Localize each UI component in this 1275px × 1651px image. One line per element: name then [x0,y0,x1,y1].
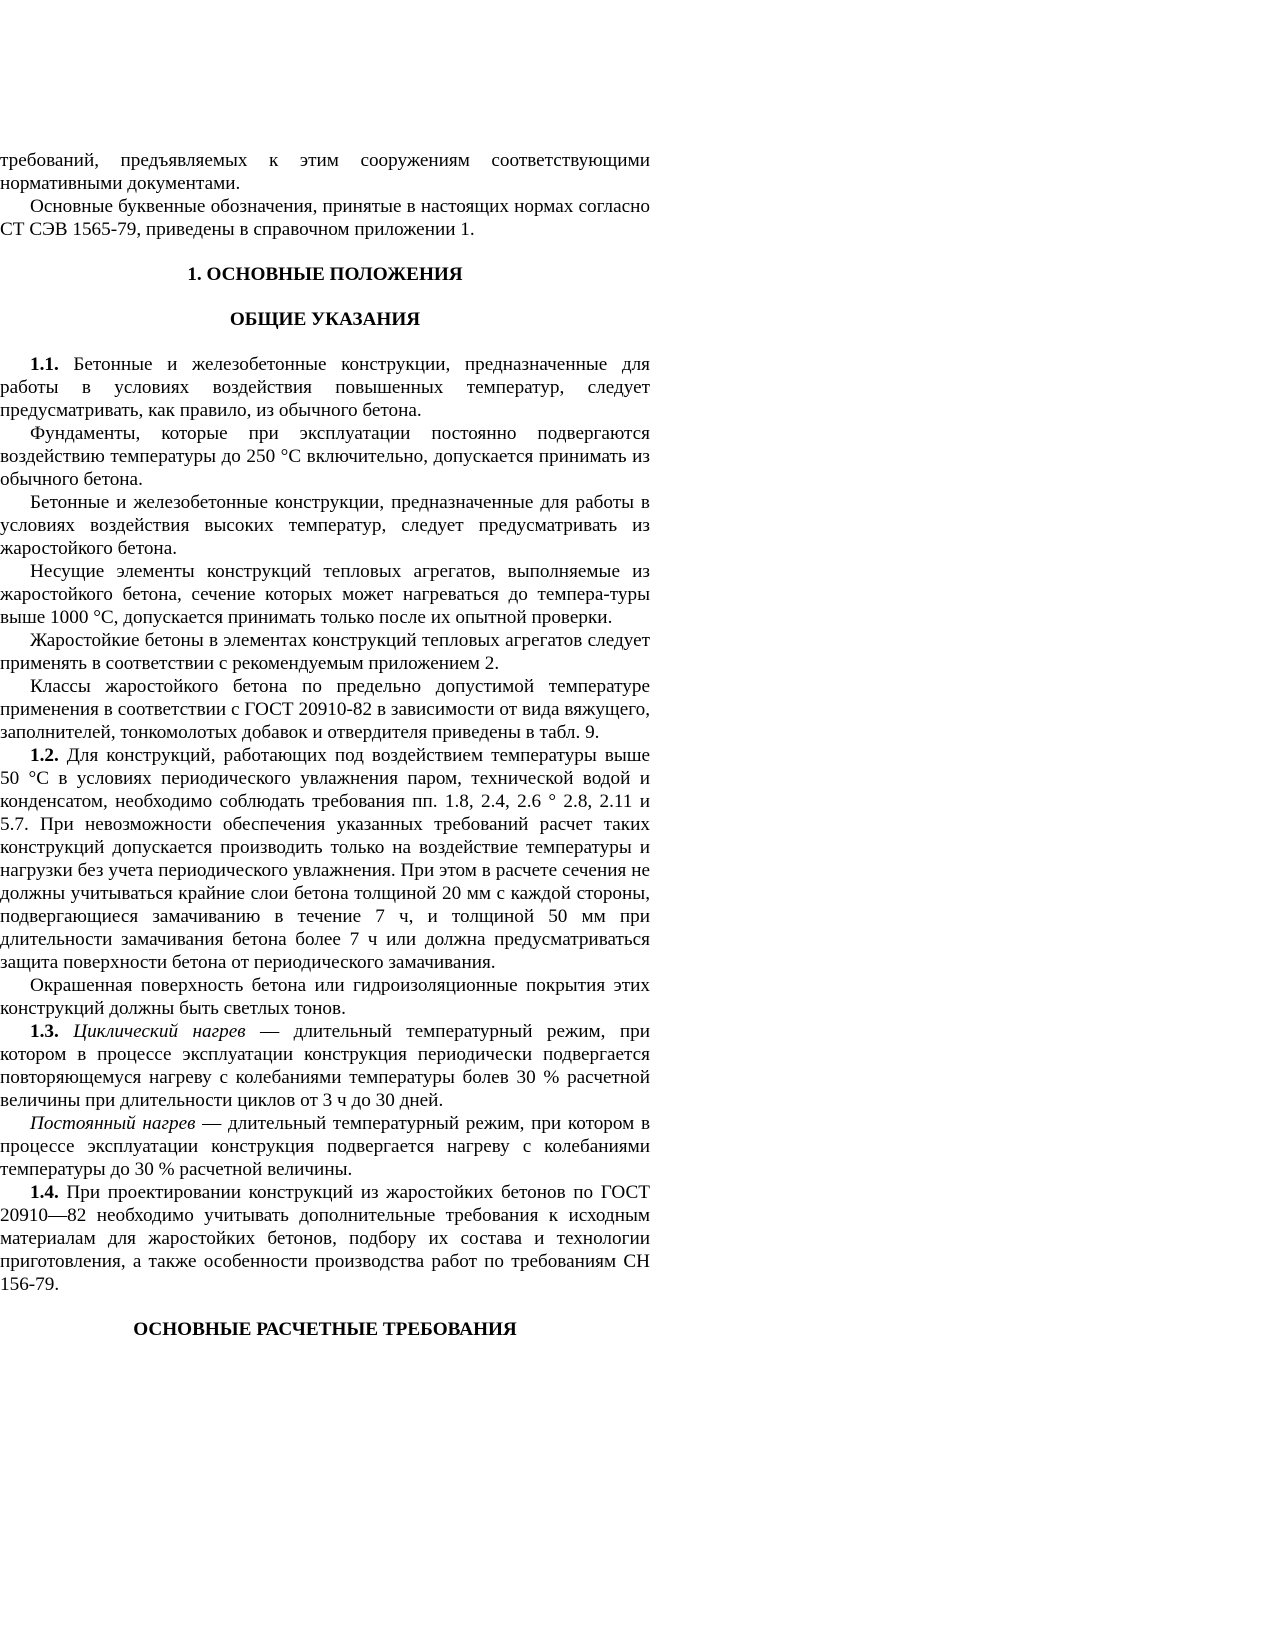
clause-text: Бетонные и железобетонные конструкции, предназначенные для работы в условиях воздействия повышенных температур, следует предусматривать, как правило, из обычного бетона. [0,354,650,421]
term-cyclic-heating: Циклический нагрев [73,1021,246,1042]
calc-requirements-heading: ОСНОВНЫЕ РАСЧЕТНЫЕ ТРЕБОВАНИЯ [133,1319,517,1340]
clause-text: При проектировании конструкций из жаростойких бетонов по ГОСТ 20910—82 необходимо учитывать дополнительные требования к исходным материалам для жаростойких бетонов, подбору их состава и технологии приготовления, а также особенности производства работ по требованиям СН 156-79. [0,1182,650,1295]
clause-1-1-paragraph: Классы жаростойкого бетона по предельно допустимой температуре применения в соответствии с ГОСТ 20910-82 в зависимости от вида вяжущего, заполнителей, тонкомолотых добавок и отвердителя приведены в табл. 9. [0,676,650,743]
clause-1-4 [0,1181,650,1296]
section-heading: 1. ОСНОВНЫЕ ПОЛОЖЕНИЯ [187,264,463,285]
clause-1-3 [0,1020,650,1112]
text-column [0,149,650,1341]
subsection-heading: ОБЩИЕ УКАЗАНИЯ [229,309,421,330]
clause-1-1-paragraph: Жаростойкие бетоны в элементах конструкций тепловых агрегатов следует применять в соответствии с рекомендуемым приложением 2. [0,630,650,674]
clause-1-1-paragraph: Фундаменты, которые при эксплуатации постоянно подвергаются воздействию температуры до 250 °С включительно, допускается принимать из обычного бетона. [0,423,650,490]
clause-text: — длительный температурный режим, при котором в процессе эксплуатации конструкция подвергается нагреву с колебаниями температуры до 30 % расчетной величины. [0,1113,651,1180]
clause-1-2 [0,744,650,974]
clause-1-2-paragraph: Окрашенная поверхность бетона или гидроизоляционные покрытия этих конструкций должны быть светлых тонов. [0,975,650,1019]
clause-number: 1.3. [30,1021,59,1042]
clause-text: — длительный температурный режим, при котором в процессе эксплуатации конструкция периодически подвергается повторяющемуся нагреву с колебаниями температуры болев 30 % расчетной величины при длительности циклов от 3 ч до 30 дней. [0,1021,651,1111]
clause-1-1-paragraph: Бетонные и железобетонные конструкции, предназначенные для работы в условиях воздействия высоких температур, следует предусматривать из жаростойкого бетона. [0,492,650,559]
clause-1-1-paragraph: Несущие элементы конструкций тепловых агрегатов, выполняемые из жаростойкого бетона, сечение которых может нагреваться до темпера-туры выше 1000 °С, допускается принимать только после их опытной проверки. [0,561,650,628]
term-constant-heating: Постоянный нагрев [30,1113,196,1134]
clause-number: 1.2. [30,745,59,766]
clause-number: 1.1. [30,354,59,375]
clause-1-1 [0,353,650,422]
clause-number: 1.4. [30,1182,59,1203]
clause-1-3-paragraph [0,1112,650,1181]
clause-text: Для конструкций, работающих под воздействием температуры выше 50 °С в условиях периодического увлажнения паром, технической водой и конденсатом, необходимо соблюдать требования пп. 1.8, 2.4, 2.6 ° 2.8, 2.11 и 5.7. При невозможности обеспечения указанных требований расчет таких конструкций допускается производить только на воздействие температуры и нагрузки без учета периодического увлажнения. При этом в расчете сечения не должны учитываться крайние слои бетона толщиной 20 мм с каждой стороны, подвергающиеся замачиванию в течение 7 ч, и толщиной 50 мм при длительности замачивания бетона более 7 ч или должна предусматриваться защита поверхности бетона от периодического замачивания. [0,745,650,973]
intro-paragraph-continued: требований, предъявляемых к этим сооружениям соответствующими нормативными документами. [0,150,650,194]
intro-paragraph-notation: Основные буквенные обозначения, принятые в настоящих нормах согласно СТ СЭВ 1565-79, приведены в справочном приложении 1. [0,196,650,240]
